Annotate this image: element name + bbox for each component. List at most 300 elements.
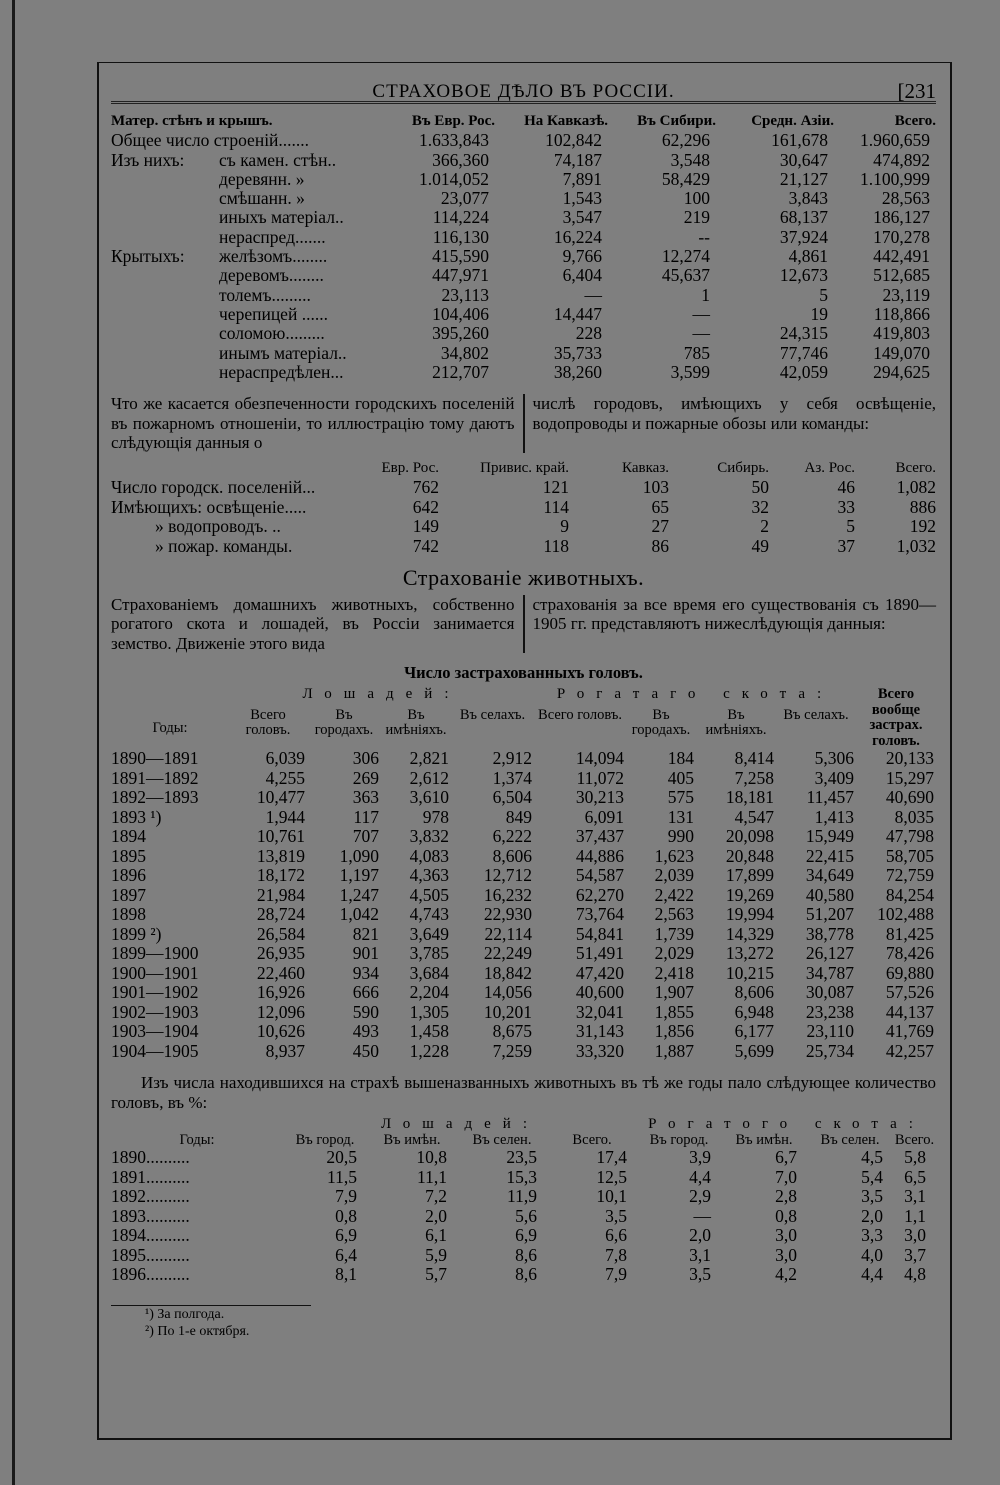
- value-cell: 42,257: [885, 1040, 934, 1061]
- buildings-header: Матер. стѣнъ и крышъ.: [111, 113, 273, 129]
- value-cell: 366,360: [432, 149, 489, 170]
- value-cell: 102,488: [877, 904, 934, 925]
- value-cell: 15,949: [805, 826, 854, 847]
- value-cell: 149: [412, 516, 439, 537]
- value-cell: 84,254: [885, 884, 934, 905]
- value-cell: 2,563: [654, 904, 694, 925]
- value-cell: 19,994: [725, 904, 774, 925]
- value-cell: 3,785: [409, 943, 449, 964]
- value-cell: 100: [683, 188, 710, 209]
- cities-table: [111, 459, 936, 557]
- running-title: СТРАХОВОЕ ДѢЛО ВЪ РОССІИ.: [372, 81, 675, 102]
- value-cell: 34,802: [440, 342, 489, 363]
- value-cell: 18,172: [256, 865, 305, 886]
- table-row: [111, 983, 936, 1003]
- row-label: нераспред.......: [219, 226, 326, 247]
- year-cell: 1898: [111, 904, 146, 925]
- year-cell: 1893..........: [111, 1205, 190, 1226]
- value-cell: 11,457: [806, 787, 854, 808]
- value-cell: 5,7: [425, 1264, 447, 1285]
- value-cell: 47,420: [575, 962, 624, 983]
- page-edge-line: [12, 0, 15, 1485]
- year-cell: 1895..........: [111, 1244, 190, 1265]
- value-cell: 73,764: [575, 904, 624, 925]
- year-cell: 1893 ¹): [111, 806, 162, 827]
- value-cell: 102,842: [545, 130, 602, 151]
- value-cell: 762: [412, 477, 439, 498]
- value-cell: 294,625: [873, 361, 930, 382]
- subheader: Въ имѣніяхъ.: [705, 706, 767, 739]
- value-cell: 2,0: [425, 1205, 447, 1226]
- value-cell: 1.633,843: [419, 130, 489, 151]
- value-cell: 118: [543, 536, 569, 557]
- value-cell: 161,678: [771, 130, 828, 151]
- value-cell: 978: [422, 806, 449, 827]
- value-cell: 14,329: [725, 923, 774, 944]
- value-cell: 34,787: [805, 962, 854, 983]
- cities-header: Кавказ.: [622, 459, 669, 476]
- value-cell: 9,766: [562, 246, 602, 267]
- value-cell: 69,880: [885, 962, 934, 983]
- value-cell: 8,6: [515, 1244, 537, 1265]
- value-cell: 7,9: [605, 1264, 627, 1285]
- table-row: [111, 131, 936, 150]
- value-cell: 10,1: [596, 1186, 627, 1207]
- value-cell: 15,3: [506, 1166, 537, 1187]
- value-cell: 5,9: [425, 1244, 447, 1265]
- year-cell: 1894..........: [111, 1225, 190, 1246]
- value-cell: 6,504: [492, 787, 532, 808]
- value-cell: 2,0: [861, 1205, 883, 1226]
- mortality-group-row: [111, 1116, 936, 1132]
- value-cell: 1,623: [654, 845, 694, 866]
- value-cell: 1,855: [654, 1001, 694, 1022]
- value-cell: 54,841: [575, 923, 624, 944]
- value-cell: 3,649: [409, 923, 449, 944]
- row-label-cell: [111, 170, 399, 189]
- value-cell: 50: [751, 477, 769, 498]
- year-cell: 1896..........: [111, 1264, 190, 1285]
- row-label: » водопроводъ. ..: [155, 516, 281, 537]
- value-cell: 40,690: [885, 787, 934, 808]
- row-label-cell: [111, 151, 399, 170]
- value-cell: 23,5: [506, 1147, 537, 1168]
- value-cell: 4,083: [409, 845, 449, 866]
- row-label: черепицей ......: [219, 303, 328, 324]
- value-cell: 32: [751, 496, 769, 517]
- row-label-cell: [111, 208, 399, 227]
- value-cell: 49: [751, 536, 769, 557]
- value-cell: 16,926: [256, 982, 305, 1003]
- value-cell: 16,224: [553, 226, 602, 247]
- value-cell: 12,673: [779, 265, 828, 286]
- cities-header-row: [111, 459, 936, 479]
- table-row: [111, 1022, 936, 1042]
- value-cell: 192: [909, 516, 936, 537]
- value-cell: 23,113: [441, 284, 489, 305]
- table-row: [111, 944, 936, 964]
- value-cell: 20,098: [725, 826, 774, 847]
- buildings-header: Въ Сибири.: [637, 113, 716, 129]
- value-cell: 1,374: [492, 767, 532, 788]
- table-row: [111, 788, 936, 808]
- value-cell: 4,2: [775, 1264, 797, 1285]
- value-cell: 8,675: [492, 1021, 532, 1042]
- table-row: [111, 1042, 936, 1062]
- value-cell: 38,778: [805, 923, 854, 944]
- buildings-header-row: [111, 112, 936, 131]
- value-cell: 5,4: [861, 1166, 883, 1187]
- table-row: [111, 1226, 936, 1246]
- value-cell: 4,4: [689, 1166, 711, 1187]
- value-cell: 6,039: [265, 748, 305, 769]
- subheader: Въ имѣн.: [735, 1132, 793, 1149]
- value-cell: 4,363: [409, 865, 449, 886]
- value-cell: 821: [352, 923, 379, 944]
- value-cell: 212,707: [432, 361, 489, 382]
- value-cell: 415,590: [432, 246, 489, 267]
- table-row: [111, 964, 936, 984]
- year-cell: 1899 ²): [111, 923, 162, 944]
- value-cell: 10,626: [256, 1021, 305, 1042]
- value-cell: 590: [352, 1001, 379, 1022]
- table-row: [111, 344, 936, 363]
- table-row: [111, 266, 936, 285]
- book-page: [97, 62, 952, 1440]
- value-cell: 116,130: [432, 226, 489, 247]
- value-cell: 58,705: [885, 845, 934, 866]
- mortality-intro: Изъ числа находившихся на страхѣ вышеназванныхъ животныхъ въ тѣ же годы пало слѣдующее количество головъ, въ %:: [111, 1073, 936, 1112]
- subheader: Въ селен.: [820, 1132, 880, 1149]
- table-row: [111, 749, 936, 769]
- value-cell: 23,077: [440, 188, 489, 209]
- value-cell: 22,415: [805, 845, 854, 866]
- paragraph-left-column: Страхованіемъ домашнихъ животныхъ, собственно рогатого скота и лошадей, въ Россіи занимается земство. Движеніе этого вида: [111, 595, 525, 654]
- value-cell: 10,215: [725, 962, 774, 983]
- value-cell: 2,8: [775, 1186, 797, 1207]
- value-cell: 1,458: [409, 1021, 449, 1042]
- value-cell: 18,181: [725, 787, 774, 808]
- cities-header: Всего.: [895, 459, 936, 476]
- value-cell: 11,9: [507, 1186, 537, 1207]
- value-cell: 114: [543, 496, 569, 517]
- value-cell: 14,056: [483, 982, 532, 1003]
- value-cell: 849: [505, 806, 532, 827]
- subheader: Въ селахъ.: [459, 706, 526, 723]
- table-row: [111, 1187, 936, 1207]
- value-cell: —: [692, 303, 710, 324]
- value-cell: 6,6: [605, 1225, 627, 1246]
- value-cell: 4,743: [409, 904, 449, 925]
- mortality-table: [111, 1116, 936, 1285]
- value-cell: 5: [846, 516, 855, 537]
- value-cell: 41,769: [885, 1021, 934, 1042]
- row-label-cell: [111, 131, 399, 150]
- value-cell: 575: [667, 787, 694, 808]
- value-cell: 13,819: [256, 845, 305, 866]
- value-cell: 1,042: [339, 904, 379, 925]
- insured-heads-table: [111, 687, 936, 1061]
- value-cell: 26,584: [256, 923, 305, 944]
- row-label-cell: [111, 247, 399, 266]
- year-cell: 1890—1891: [111, 748, 199, 769]
- value-cell: 12,712: [483, 865, 532, 886]
- value-cell: 901: [352, 943, 379, 964]
- value-cell: 11,5: [327, 1166, 357, 1187]
- value-cell: 10,8: [416, 1147, 447, 1168]
- cattle-group-header: Рогатаго скота:: [556, 686, 834, 703]
- value-cell: 4,505: [409, 884, 449, 905]
- value-cell: 2,912: [492, 748, 532, 769]
- insured-group-row: [111, 687, 936, 708]
- value-cell: 6,4: [335, 1244, 357, 1265]
- row-label-cell: [111, 344, 399, 363]
- value-cell: 170,278: [873, 226, 930, 247]
- table-row: [111, 1265, 936, 1285]
- value-cell: 78,426: [885, 943, 934, 964]
- table-row: [111, 1168, 936, 1188]
- year-cell: 1897: [111, 884, 146, 905]
- paragraph-right-column: страхованія за все время его существованія съ 1890—1905 гг. представляютъ нижеслѣдующія данныя:: [532, 594, 936, 634]
- value-cell: 7,9: [335, 1186, 357, 1207]
- value-cell: 22,114: [484, 923, 532, 944]
- row-label: деревомъ........: [219, 265, 324, 286]
- years-header: Годы:: [152, 719, 188, 736]
- value-cell: 103: [642, 477, 669, 498]
- row-label: толемъ.........: [219, 284, 311, 305]
- value-cell: 1,944: [265, 806, 305, 827]
- value-cell: 4,5: [861, 1147, 883, 1168]
- value-cell: 666: [352, 982, 379, 1003]
- value-cell: 219: [683, 207, 710, 228]
- value-cell: 7,8: [605, 1244, 627, 1265]
- value-cell: 17,4: [596, 1147, 627, 1168]
- value-cell: 131: [667, 806, 694, 827]
- value-cell: 5,699: [734, 1040, 774, 1061]
- table-row: [111, 228, 936, 247]
- table-row: [111, 363, 936, 382]
- horses-group-header: Лошадей:: [381, 1116, 539, 1133]
- value-cell: 3,5: [861, 1186, 883, 1207]
- value-cell: 23,110: [806, 1021, 854, 1042]
- value-cell: 10,201: [483, 1001, 532, 1022]
- value-cell: 1,907: [654, 982, 694, 1003]
- value-cell: 14,094: [575, 748, 624, 769]
- subheader: Всего.: [894, 1132, 935, 1149]
- value-cell: 77,746: [779, 342, 828, 363]
- row-label-cell: [111, 189, 399, 208]
- value-cell: 121: [542, 477, 569, 498]
- value-cell: 1.960,659: [860, 130, 930, 151]
- value-cell: 2,821: [409, 748, 449, 769]
- year-cell: 1896: [111, 865, 146, 886]
- section-heading: Страхованіе животныхъ.: [402, 564, 645, 590]
- table-row: [111, 905, 936, 925]
- value-cell: 2,0: [689, 1225, 711, 1246]
- value-cell: 10,761: [256, 826, 305, 847]
- value-cell: 8,606: [734, 982, 774, 1003]
- value-cell: 81,425: [885, 923, 934, 944]
- value-cell: 62,296: [661, 130, 710, 151]
- insured-subheader-row: [111, 708, 936, 749]
- horses-group-header: Лошадей:: [302, 686, 461, 703]
- subheader: Въ городахъ.: [314, 706, 374, 739]
- footnote: ¹) За полгода.: [145, 1306, 225, 1322]
- value-cell: 12,096: [256, 1001, 305, 1022]
- value-cell: 44,137: [885, 1001, 934, 1022]
- table-row: [111, 324, 936, 343]
- value-cell: 8,035: [894, 806, 934, 827]
- year-cell: 1900—1901: [111, 962, 199, 983]
- value-cell: 3,547: [562, 207, 602, 228]
- value-cell: 6,177: [734, 1021, 774, 1042]
- value-cell: 21,984: [256, 884, 305, 905]
- cattle-group-header: Рогатого скота:: [648, 1116, 925, 1133]
- year-cell: 1899—1900: [111, 943, 199, 964]
- table-row: [111, 886, 936, 906]
- row-label-cell: [111, 266, 399, 285]
- value-cell: 72,759: [885, 865, 934, 886]
- subheader: Въ город.: [295, 1132, 355, 1149]
- mortality-subheader-row: [111, 1132, 936, 1148]
- value-cell: 3,9: [689, 1147, 711, 1168]
- year-cell: 1895: [111, 845, 146, 866]
- value-cell: 442,491: [873, 246, 930, 267]
- value-cell: 1,082: [896, 477, 936, 498]
- buildings-header: На Кавказѣ.: [524, 113, 608, 129]
- value-cell: 3,0: [775, 1225, 797, 1246]
- value-cell: 8,606: [492, 845, 532, 866]
- value-cell: 74,187: [553, 149, 602, 170]
- value-cell: 785: [683, 342, 710, 363]
- row-label: соломою.........: [219, 323, 325, 344]
- cities-header: Привис. край.: [480, 459, 569, 476]
- value-cell: 2,039: [654, 865, 694, 886]
- value-cell: 11,1: [417, 1166, 447, 1187]
- row-label: смѣшанн. »: [219, 188, 305, 209]
- subheader: Въ имѣн.: [383, 1132, 441, 1149]
- value-cell: 2,418: [654, 962, 694, 983]
- subheader: Всего головъ.: [538, 706, 622, 723]
- subheader: Въ селен.: [472, 1132, 532, 1149]
- value-cell: 19,269: [725, 884, 774, 905]
- value-cell: 1,197: [339, 865, 379, 886]
- row-label-cell: [111, 305, 399, 324]
- footnote: ²) По 1-е октября.: [145, 1323, 250, 1339]
- buildings-header: Всего.: [894, 113, 936, 129]
- value-cell: 184: [667, 748, 694, 769]
- value-cell: 512,685: [873, 265, 930, 286]
- value-cell: 3,0: [775, 1244, 797, 1265]
- value-cell: 7,891: [562, 168, 602, 189]
- table-row: [111, 1207, 936, 1227]
- value-cell: 18,842: [483, 962, 532, 983]
- value-cell: 4,0: [861, 1244, 883, 1265]
- value-cell: 6,091: [584, 806, 624, 827]
- buildings-header: Въ Евр. Рос.: [411, 113, 495, 129]
- value-cell: 7,0: [775, 1166, 797, 1187]
- table-row: [111, 151, 936, 170]
- value-cell: 3,7: [904, 1244, 926, 1265]
- value-cell: 5,8: [904, 1147, 926, 1168]
- subheader: Въ город.: [649, 1132, 709, 1149]
- value-cell: 24,315: [779, 323, 828, 344]
- value-cell: 68,137: [779, 207, 828, 228]
- table-row: [111, 208, 936, 227]
- value-cell: 9: [560, 516, 569, 537]
- row-group-label: Крытыхъ:: [111, 246, 185, 267]
- year-cell: 1890..........: [111, 1147, 190, 1168]
- value-cell: 58,429: [661, 168, 710, 189]
- value-cell: 51,207: [805, 904, 854, 925]
- table-row: [111, 925, 936, 945]
- value-cell: 21,127: [779, 168, 828, 189]
- table-row: [111, 537, 936, 557]
- value-cell: 3,3: [861, 1225, 883, 1246]
- value-cell: 2: [760, 516, 769, 537]
- value-cell: 3,599: [670, 361, 710, 382]
- value-cell: 30,213: [575, 787, 624, 808]
- value-cell: 149,070: [873, 342, 930, 363]
- fire-safety-paragraph: [111, 394, 936, 453]
- year-cell: 1901—1902: [111, 982, 199, 1003]
- row-label: Число городск. поселеній...: [111, 477, 316, 498]
- cities-header: Евр. Рос.: [381, 459, 439, 476]
- paragraph-left-column: Что же касается обезпеченности городскихъ поселеній въ пожарномъ отношеніи, то иллюстрацію тому даютъ слѣдующія данныя о: [111, 394, 525, 453]
- row-label-cell: [111, 363, 399, 382]
- value-cell: 86: [651, 536, 669, 557]
- subheader: Въ имѣніяхъ.: [385, 706, 447, 739]
- row-label-cell: [111, 228, 399, 247]
- subheader: Всего.: [572, 1132, 612, 1149]
- value-cell: 20,5: [326, 1147, 357, 1168]
- value-cell: 6,9: [515, 1225, 537, 1246]
- value-cell: 20,848: [725, 845, 774, 866]
- value-cell: 186,127: [873, 207, 930, 228]
- value-cell: 6,9: [335, 1225, 357, 1246]
- value-cell: 742: [412, 536, 439, 557]
- row-group-label: Изъ нихъ:: [111, 149, 185, 170]
- value-cell: 117: [353, 806, 379, 827]
- value-cell: 886: [909, 496, 936, 517]
- subheader: Въ городахъ.: [631, 706, 691, 739]
- value-cell: 32,041: [575, 1001, 624, 1022]
- value-cell: 12,274: [661, 246, 710, 267]
- value-cell: 934: [352, 962, 379, 983]
- value-cell: 493: [352, 1021, 379, 1042]
- value-cell: 27: [651, 516, 669, 537]
- value-cell: 3,843: [788, 188, 828, 209]
- table-row: [111, 170, 936, 189]
- years-header: Годы:: [179, 1132, 215, 1149]
- value-cell: 4,8: [904, 1264, 926, 1285]
- value-cell: 1,856: [654, 1021, 694, 1042]
- value-cell: 3,832: [409, 826, 449, 847]
- table-row: [111, 478, 936, 498]
- value-cell: 363: [352, 787, 379, 808]
- value-cell: 3,684: [409, 962, 449, 983]
- value-cell: 114,224: [432, 207, 489, 228]
- value-cell: 7,2: [425, 1186, 447, 1207]
- value-cell: 405: [667, 767, 694, 788]
- row-label: деревянн. »: [219, 168, 305, 189]
- cities-header: Аз. Рос.: [804, 459, 855, 476]
- value-cell: 104,406: [432, 303, 489, 324]
- value-cell: 3,1: [904, 1186, 926, 1207]
- value-cell: —: [584, 284, 602, 305]
- value-cell: 2,029: [654, 943, 694, 964]
- value-cell: 1,032: [896, 536, 936, 557]
